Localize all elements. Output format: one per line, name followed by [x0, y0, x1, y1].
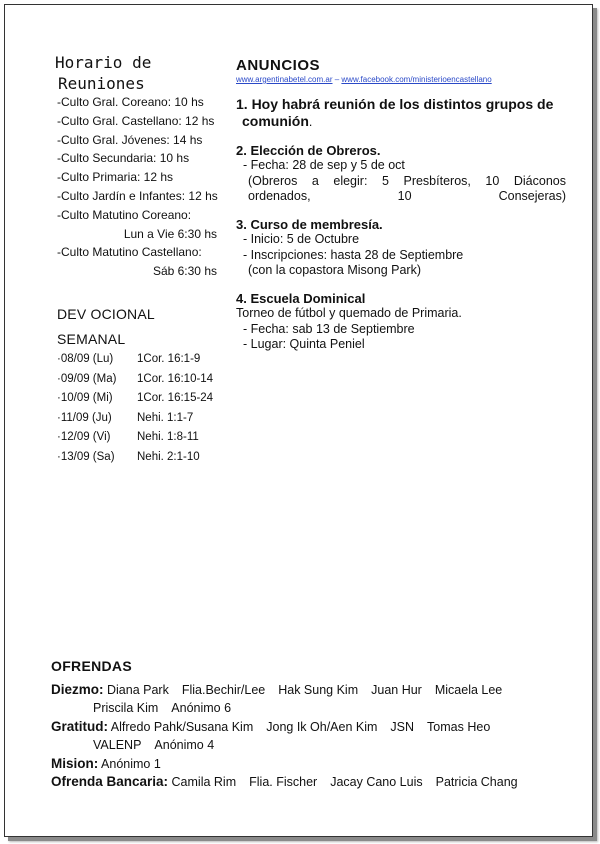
donor-name: Diana Park: [107, 682, 169, 697]
bancaria-line: [51, 773, 556, 792]
schedule-item: -Culto Secundaria: 10 hs: [57, 151, 190, 166]
link-separator: –: [332, 75, 342, 84]
devotional-ref: 1Cor. 16:15-24: [137, 392, 214, 404]
schedule-title-line1: Horario de: [55, 53, 152, 72]
announcement-3-heading: 3. Curso de membresía.: [236, 216, 383, 232]
donor-name: JSN: [390, 719, 415, 734]
links-line: [236, 75, 566, 85]
announcement-4-description: Torneo de fútbol y quemado de Primaria.: [236, 306, 462, 320]
donor-name: Tomas Heo: [427, 719, 491, 734]
schedule-item: -Culto Matutino Castellano:: [57, 245, 202, 260]
schedule-item-time: Lun a Vie 6:30 hs: [123, 226, 217, 241]
mision-line: [51, 755, 556, 774]
announcement-item-1: [236, 96, 566, 131]
donor-name: Anónimo 6: [171, 701, 232, 715]
announcements-title: ANUNCIOS: [236, 57, 321, 74]
donor-name: Flia.Bechir/Lee: [181, 682, 266, 697]
schedule-item: -Culto Gral. Coreano: 10 hs: [57, 95, 204, 109]
diezmo-label: Diezmo:: [51, 681, 104, 697]
schedule-item: -Culto Primaria: 12 hs: [57, 170, 174, 185]
devotional-ref: 1Cor. 16:10-14: [137, 372, 214, 385]
devotional-ref: Nehi. 2:1-10: [137, 450, 200, 463]
announcement-3-note: (con la copastora Misong Park): [248, 263, 421, 277]
devotional-ref: 1Cor. 16:1-9: [137, 353, 201, 365]
schedule-list: [57, 93, 217, 281]
donor-name: Priscila Kim: [93, 701, 159, 715]
donor-name: Anónimo 1: [101, 756, 161, 771]
devotional-date: ·10/09 (Mi): [57, 392, 113, 404]
announcement-2-detail2: ordenados, 10 Consejeras): [248, 189, 566, 203]
website-link[interactable]: www.argentinabetel.com.ar: [236, 75, 333, 84]
donor-name: VALENP: [93, 738, 142, 752]
bulletin-page: [4, 4, 593, 837]
schedule-item: -Culto Matutino Coreano:: [57, 207, 192, 222]
devotional-row: [57, 350, 213, 370]
devotional-title: [57, 302, 155, 352]
devotional-ref: Nehi. 1:1-7: [137, 411, 194, 424]
donor-name: Flia. Fischer: [249, 775, 318, 789]
gratitud-label: Gratitud:: [51, 718, 108, 734]
bancaria-label: Ofrenda Bancaria:: [51, 774, 169, 789]
announcement-1-line2: comunión: [242, 113, 309, 129]
offerings-section: [51, 657, 556, 792]
devotional-row: [57, 448, 213, 468]
devotional-row: [57, 389, 213, 409]
announcement-item-3: [236, 217, 566, 279]
announcement-4-place: - Lugar: Quinta Peniel: [243, 337, 365, 351]
schedule-item-time: Sáb 6:30 hs: [152, 264, 217, 279]
donor-name: Juan Hur: [371, 682, 422, 697]
donor-name: Alfredo Pahk/Susana Kim: [110, 719, 254, 734]
diezmo-line: [51, 681, 556, 700]
announcement-4-date: - Fecha: sab 13 de Septiembre: [243, 321, 415, 336]
announcements-section: [236, 57, 566, 353]
devotional-row: [57, 370, 213, 390]
donor-name: Patricia Chang: [435, 775, 518, 789]
diezmo-line-continued: [51, 699, 556, 718]
donor-name: Anónimo 4: [154, 738, 215, 752]
devotional-table: [57, 350, 213, 467]
schedule-item: -Culto Gral. Castellano: 12 hs: [57, 113, 215, 128]
announcement-1-line1: 1. Hoy habrá reunión de los distintos grupos de: [236, 96, 554, 112]
devotional-title-line2: SEMANAL: [57, 331, 126, 347]
offerings-title: OFRENDAS: [51, 658, 132, 674]
announcement-item-4: [236, 291, 566, 353]
schedule-title-line2: Reuniones: [58, 74, 145, 93]
donor-name: Micaela Lee: [434, 682, 503, 697]
devotional-date: ·11/09 (Ju): [57, 411, 112, 424]
donor-name: Jong Ik Oh/Aen Kim: [266, 719, 378, 734]
announcement-1-period: .: [308, 115, 313, 129]
gratitud-line-continued: [51, 736, 556, 755]
announcement-4-heading: 4. Escuela Dominical: [236, 290, 366, 306]
announcement-3-registration: - Inscripciones: hasta 28 de Septiembre: [243, 247, 464, 262]
announcement-2-date: - Fecha: 28 de sep y 5 de oct: [243, 158, 405, 172]
facebook-link[interactable]: www.facebook.com/ministerioencastellano: [341, 75, 492, 84]
gratitud-line: [51, 718, 556, 737]
donor-name: Camila Rim: [171, 775, 237, 789]
devotional-date: ·13/09 (Sa): [57, 450, 115, 463]
devotional-row: [57, 428, 213, 448]
announcement-2-heading: 2. Elección de Obreros.: [236, 142, 381, 158]
schedule-item: -Culto Jardín e Infantes: 12 hs: [57, 188, 218, 203]
devotional-ref: Nehi. 1:8-11: [137, 431, 199, 443]
schedule-title: [55, 52, 215, 94]
devotional-date: ·12/09 (Vi): [57, 431, 111, 443]
devotional-date: ·08/09 (Lu): [57, 353, 114, 365]
announcement-2-detail1: (Obreros a elegir: 5 Presbíteros, 10 Diáconos: [248, 173, 566, 188]
devotional-date: ·09/09 (Ma): [57, 372, 117, 385]
schedule-item: -Culto Gral. Jóvenes: 14 hs: [57, 132, 203, 147]
mision-label: Mision:: [51, 755, 99, 771]
devotional-row: [57, 409, 213, 429]
announcement-3-start: - Inicio: 5 de Octubre: [243, 232, 360, 246]
devotional-title-line1: DEV OCIONAL: [57, 306, 155, 322]
donor-name: Jacay Cano Luis: [330, 775, 423, 789]
announcement-item-2: [236, 143, 566, 205]
donor-name: Hak Sung Kim: [278, 682, 359, 697]
